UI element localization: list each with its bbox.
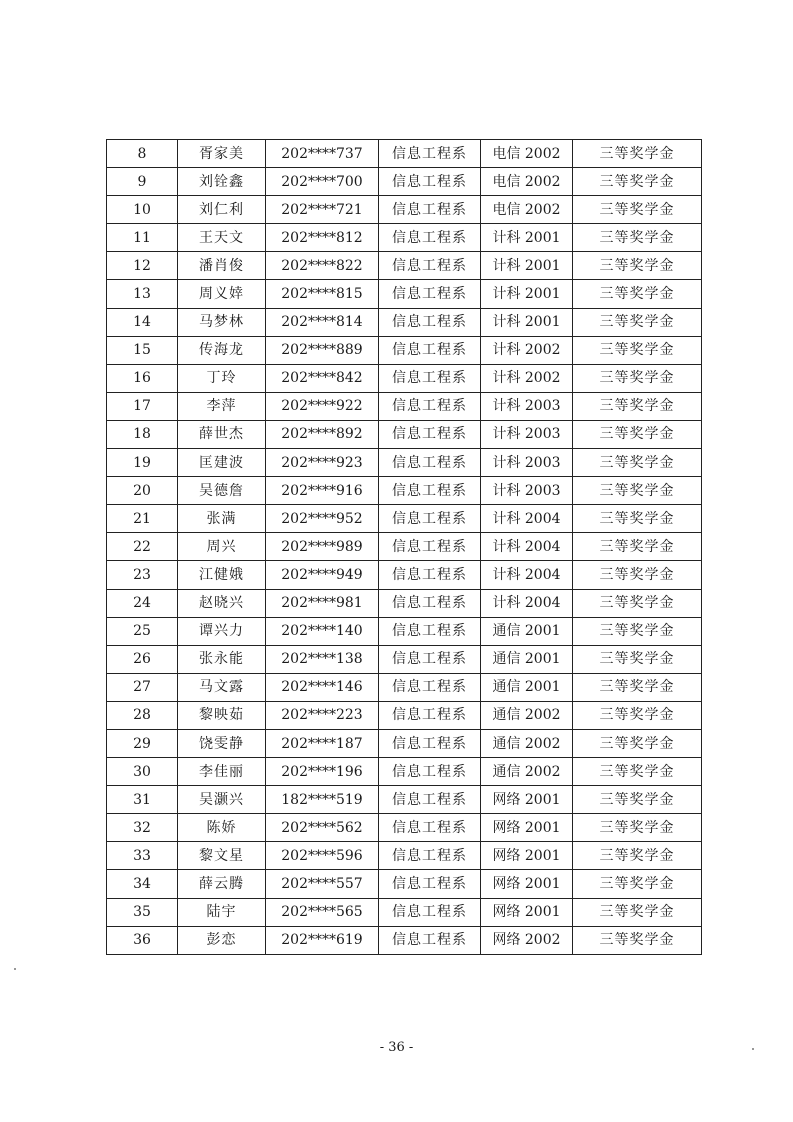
table-row [107, 870, 702, 898]
student-id-cell: 202****187 [266, 729, 379, 757]
student-id-cell: 202****223 [266, 701, 379, 729]
table-row [107, 645, 702, 673]
table-row [107, 898, 702, 926]
student-name-cell: 赵晓兴 [178, 589, 266, 617]
award-cell: 三等奖学金 [573, 617, 702, 645]
scan-speck [752, 1048, 754, 1050]
table-row [107, 420, 702, 448]
award-cell: 三等奖学金 [573, 140, 702, 168]
table-row [107, 252, 702, 280]
serial-number-cell: 36 [107, 926, 178, 954]
department-cell: 信息工程系 [379, 926, 481, 954]
award-cell: 三等奖学金 [573, 561, 702, 589]
award-cell: 三等奖学金 [573, 729, 702, 757]
award-cell: 三等奖学金 [573, 786, 702, 814]
class-name-cell: 电信 2002 [481, 196, 573, 224]
serial-number-cell: 16 [107, 364, 178, 392]
student-name-cell: 刘仁利 [178, 196, 266, 224]
student-name-cell: 张永能 [178, 645, 266, 673]
student-name-cell: 张满 [178, 505, 266, 533]
table-row [107, 140, 702, 168]
class-name-cell: 计科 2003 [481, 449, 573, 477]
student-id-cell: 202****952 [266, 505, 379, 533]
serial-number-cell: 31 [107, 786, 178, 814]
department-cell: 信息工程系 [379, 449, 481, 477]
department-cell: 信息工程系 [379, 140, 481, 168]
table-row [107, 477, 702, 505]
serial-number-cell: 32 [107, 814, 178, 842]
class-name-cell: 计科 2004 [481, 561, 573, 589]
serial-number-cell: 28 [107, 701, 178, 729]
award-cell: 三等奖学金 [573, 196, 702, 224]
table-row [107, 617, 702, 645]
department-cell: 信息工程系 [379, 561, 481, 589]
table-row [107, 561, 702, 589]
serial-number-cell: 17 [107, 392, 178, 420]
award-cell: 三等奖学金 [573, 308, 702, 336]
serial-number-cell: 13 [107, 280, 178, 308]
award-cell: 三等奖学金 [573, 701, 702, 729]
department-cell: 信息工程系 [379, 168, 481, 196]
table-row [107, 701, 702, 729]
award-cell: 三等奖学金 [573, 589, 702, 617]
student-id-cell: 202****146 [266, 673, 379, 701]
student-id-cell: 202****596 [266, 842, 379, 870]
serial-number-cell: 20 [107, 477, 178, 505]
department-cell: 信息工程系 [379, 589, 481, 617]
serial-number-cell: 8 [107, 140, 178, 168]
class-name-cell: 计科 2004 [481, 589, 573, 617]
serial-number-cell: 35 [107, 898, 178, 926]
serial-number-cell: 12 [107, 252, 178, 280]
student-name-cell: 吴德詹 [178, 477, 266, 505]
table-row [107, 336, 702, 364]
department-cell: 信息工程系 [379, 364, 481, 392]
student-id-cell: 202****892 [266, 420, 379, 448]
student-name-cell: 匡建波 [178, 449, 266, 477]
student-id-cell: 202****989 [266, 533, 379, 561]
award-cell: 三等奖学金 [573, 364, 702, 392]
award-cell: 三等奖学金 [573, 645, 702, 673]
department-cell: 信息工程系 [379, 617, 481, 645]
student-name-cell: 江健娥 [178, 561, 266, 589]
serial-number-cell: 9 [107, 168, 178, 196]
department-cell: 信息工程系 [379, 870, 481, 898]
student-id-cell: 202****842 [266, 364, 379, 392]
class-name-cell: 网络 2001 [481, 842, 573, 870]
student-name-cell: 传海龙 [178, 336, 266, 364]
student-id-cell: 202****889 [266, 336, 379, 364]
class-name-cell: 通信 2001 [481, 617, 573, 645]
serial-number-cell: 33 [107, 842, 178, 870]
student-id-cell: 182****519 [266, 786, 379, 814]
student-name-cell: 彭恋 [178, 926, 266, 954]
table-row [107, 308, 702, 336]
department-cell: 信息工程系 [379, 729, 481, 757]
table-row [107, 224, 702, 252]
department-cell: 信息工程系 [379, 673, 481, 701]
department-cell: 信息工程系 [379, 505, 481, 533]
student-name-cell: 马梦林 [178, 308, 266, 336]
class-name-cell: 计科 2001 [481, 252, 573, 280]
serial-number-cell: 29 [107, 729, 178, 757]
student-name-cell: 薛世杰 [178, 420, 266, 448]
award-cell: 三等奖学金 [573, 336, 702, 364]
student-name-cell: 黎文星 [178, 842, 266, 870]
student-name-cell: 李萍 [178, 392, 266, 420]
department-cell: 信息工程系 [379, 280, 481, 308]
student-name-cell: 黎映茹 [178, 701, 266, 729]
serial-number-cell: 21 [107, 505, 178, 533]
award-cell: 三等奖学金 [573, 168, 702, 196]
student-name-cell: 王天文 [178, 224, 266, 252]
department-cell: 信息工程系 [379, 196, 481, 224]
student-name-cell: 薛云腾 [178, 870, 266, 898]
department-cell: 信息工程系 [379, 898, 481, 926]
award-cell: 三等奖学金 [573, 224, 702, 252]
table-row [107, 280, 702, 308]
class-name-cell: 通信 2001 [481, 673, 573, 701]
student-id-cell: 202****812 [266, 224, 379, 252]
department-cell: 信息工程系 [379, 645, 481, 673]
student-name-cell: 周义婞 [178, 280, 266, 308]
class-name-cell: 通信 2002 [481, 758, 573, 786]
table-row [107, 449, 702, 477]
scholarship-table [106, 139, 702, 955]
table-row [107, 364, 702, 392]
department-cell: 信息工程系 [379, 477, 481, 505]
table-row [107, 758, 702, 786]
student-name-cell: 马文露 [178, 673, 266, 701]
student-name-cell: 潘肖俊 [178, 252, 266, 280]
table-row [107, 842, 702, 870]
class-name-cell: 计科 2001 [481, 224, 573, 252]
department-cell: 信息工程系 [379, 701, 481, 729]
student-id-cell: 202****814 [266, 308, 379, 336]
class-name-cell: 计科 2002 [481, 364, 573, 392]
serial-number-cell: 23 [107, 561, 178, 589]
award-cell: 三等奖学金 [573, 870, 702, 898]
department-cell: 信息工程系 [379, 758, 481, 786]
serial-number-cell: 14 [107, 308, 178, 336]
class-name-cell: 电信 2002 [481, 140, 573, 168]
award-cell: 三等奖学金 [573, 280, 702, 308]
student-name-cell: 周兴 [178, 533, 266, 561]
student-id-cell: 202****565 [266, 898, 379, 926]
class-name-cell: 计科 2004 [481, 505, 573, 533]
class-name-cell: 计科 2003 [481, 477, 573, 505]
page-number: - 36 - [379, 1040, 414, 1055]
student-id-cell: 202****557 [266, 870, 379, 898]
student-id-cell: 202****922 [266, 392, 379, 420]
student-id-cell: 202****140 [266, 617, 379, 645]
award-cell: 三等奖学金 [573, 898, 702, 926]
student-name-cell: 谭兴力 [178, 617, 266, 645]
award-cell: 三等奖学金 [573, 392, 702, 420]
student-id-cell: 202****196 [266, 758, 379, 786]
table-row [107, 168, 702, 196]
class-name-cell: 网络 2001 [481, 870, 573, 898]
department-cell: 信息工程系 [379, 420, 481, 448]
table-row [107, 392, 702, 420]
award-cell: 三等奖学金 [573, 420, 702, 448]
student-name-cell: 饶雯静 [178, 729, 266, 757]
department-cell: 信息工程系 [379, 814, 481, 842]
student-id-cell: 202****721 [266, 196, 379, 224]
serial-number-cell: 24 [107, 589, 178, 617]
award-cell: 三等奖学金 [573, 758, 702, 786]
class-name-cell: 网络 2002 [481, 926, 573, 954]
table-row [107, 589, 702, 617]
class-name-cell: 网络 2001 [481, 786, 573, 814]
award-cell: 三等奖学金 [573, 505, 702, 533]
department-cell: 信息工程系 [379, 392, 481, 420]
serial-number-cell: 25 [107, 617, 178, 645]
table-row [107, 814, 702, 842]
student-id-cell: 202****815 [266, 280, 379, 308]
student-name-cell: 胥家美 [178, 140, 266, 168]
class-name-cell: 计科 2002 [481, 336, 573, 364]
class-name-cell: 通信 2002 [481, 701, 573, 729]
class-name-cell: 计科 2003 [481, 392, 573, 420]
serial-number-cell: 26 [107, 645, 178, 673]
student-id-cell: 202****138 [266, 645, 379, 673]
table-row [107, 505, 702, 533]
award-cell: 三等奖学金 [573, 842, 702, 870]
scholarship-table-body [107, 140, 702, 955]
scan-speck [14, 968, 16, 970]
serial-number-cell: 27 [107, 673, 178, 701]
table-row [107, 729, 702, 757]
class-name-cell: 网络 2001 [481, 814, 573, 842]
class-name-cell: 计科 2001 [481, 280, 573, 308]
class-name-cell: 电信 2002 [481, 168, 573, 196]
student-name-cell: 陆宇 [178, 898, 266, 926]
table-row [107, 533, 702, 561]
award-cell: 三等奖学金 [573, 533, 702, 561]
award-cell: 三等奖学金 [573, 477, 702, 505]
table-row [107, 786, 702, 814]
student-name-cell: 李佳丽 [178, 758, 266, 786]
student-id-cell: 202****562 [266, 814, 379, 842]
serial-number-cell: 10 [107, 196, 178, 224]
department-cell: 信息工程系 [379, 842, 481, 870]
class-name-cell: 通信 2001 [481, 645, 573, 673]
department-cell: 信息工程系 [379, 308, 481, 336]
award-cell: 三等奖学金 [573, 449, 702, 477]
serial-number-cell: 15 [107, 336, 178, 364]
department-cell: 信息工程系 [379, 533, 481, 561]
serial-number-cell: 18 [107, 420, 178, 448]
serial-number-cell: 11 [107, 224, 178, 252]
serial-number-cell: 34 [107, 870, 178, 898]
department-cell: 信息工程系 [379, 336, 481, 364]
table-row [107, 926, 702, 954]
class-name-cell: 计科 2003 [481, 420, 573, 448]
award-cell: 三等奖学金 [573, 926, 702, 954]
student-id-cell: 202****949 [266, 561, 379, 589]
award-cell: 三等奖学金 [573, 814, 702, 842]
student-name-cell: 丁玲 [178, 364, 266, 392]
student-id-cell: 202****822 [266, 252, 379, 280]
student-id-cell: 202****619 [266, 926, 379, 954]
table-row [107, 673, 702, 701]
student-name-cell: 吴灏兴 [178, 786, 266, 814]
student-id-cell: 202****923 [266, 449, 379, 477]
department-cell: 信息工程系 [379, 252, 481, 280]
student-id-cell: 202****737 [266, 140, 379, 168]
student-id-cell: 202****700 [266, 168, 379, 196]
award-cell: 三等奖学金 [573, 673, 702, 701]
award-cell: 三等奖学金 [573, 252, 702, 280]
student-name-cell: 陈娇 [178, 814, 266, 842]
class-name-cell: 网络 2001 [481, 898, 573, 926]
department-cell: 信息工程系 [379, 224, 481, 252]
serial-number-cell: 30 [107, 758, 178, 786]
class-name-cell: 计科 2004 [481, 533, 573, 561]
class-name-cell: 通信 2002 [481, 729, 573, 757]
student-name-cell: 刘铨鑫 [178, 168, 266, 196]
serial-number-cell: 19 [107, 449, 178, 477]
serial-number-cell: 22 [107, 533, 178, 561]
student-id-cell: 202****916 [266, 477, 379, 505]
table-row [107, 196, 702, 224]
department-cell: 信息工程系 [379, 786, 481, 814]
class-name-cell: 计科 2001 [481, 308, 573, 336]
student-id-cell: 202****981 [266, 589, 379, 617]
